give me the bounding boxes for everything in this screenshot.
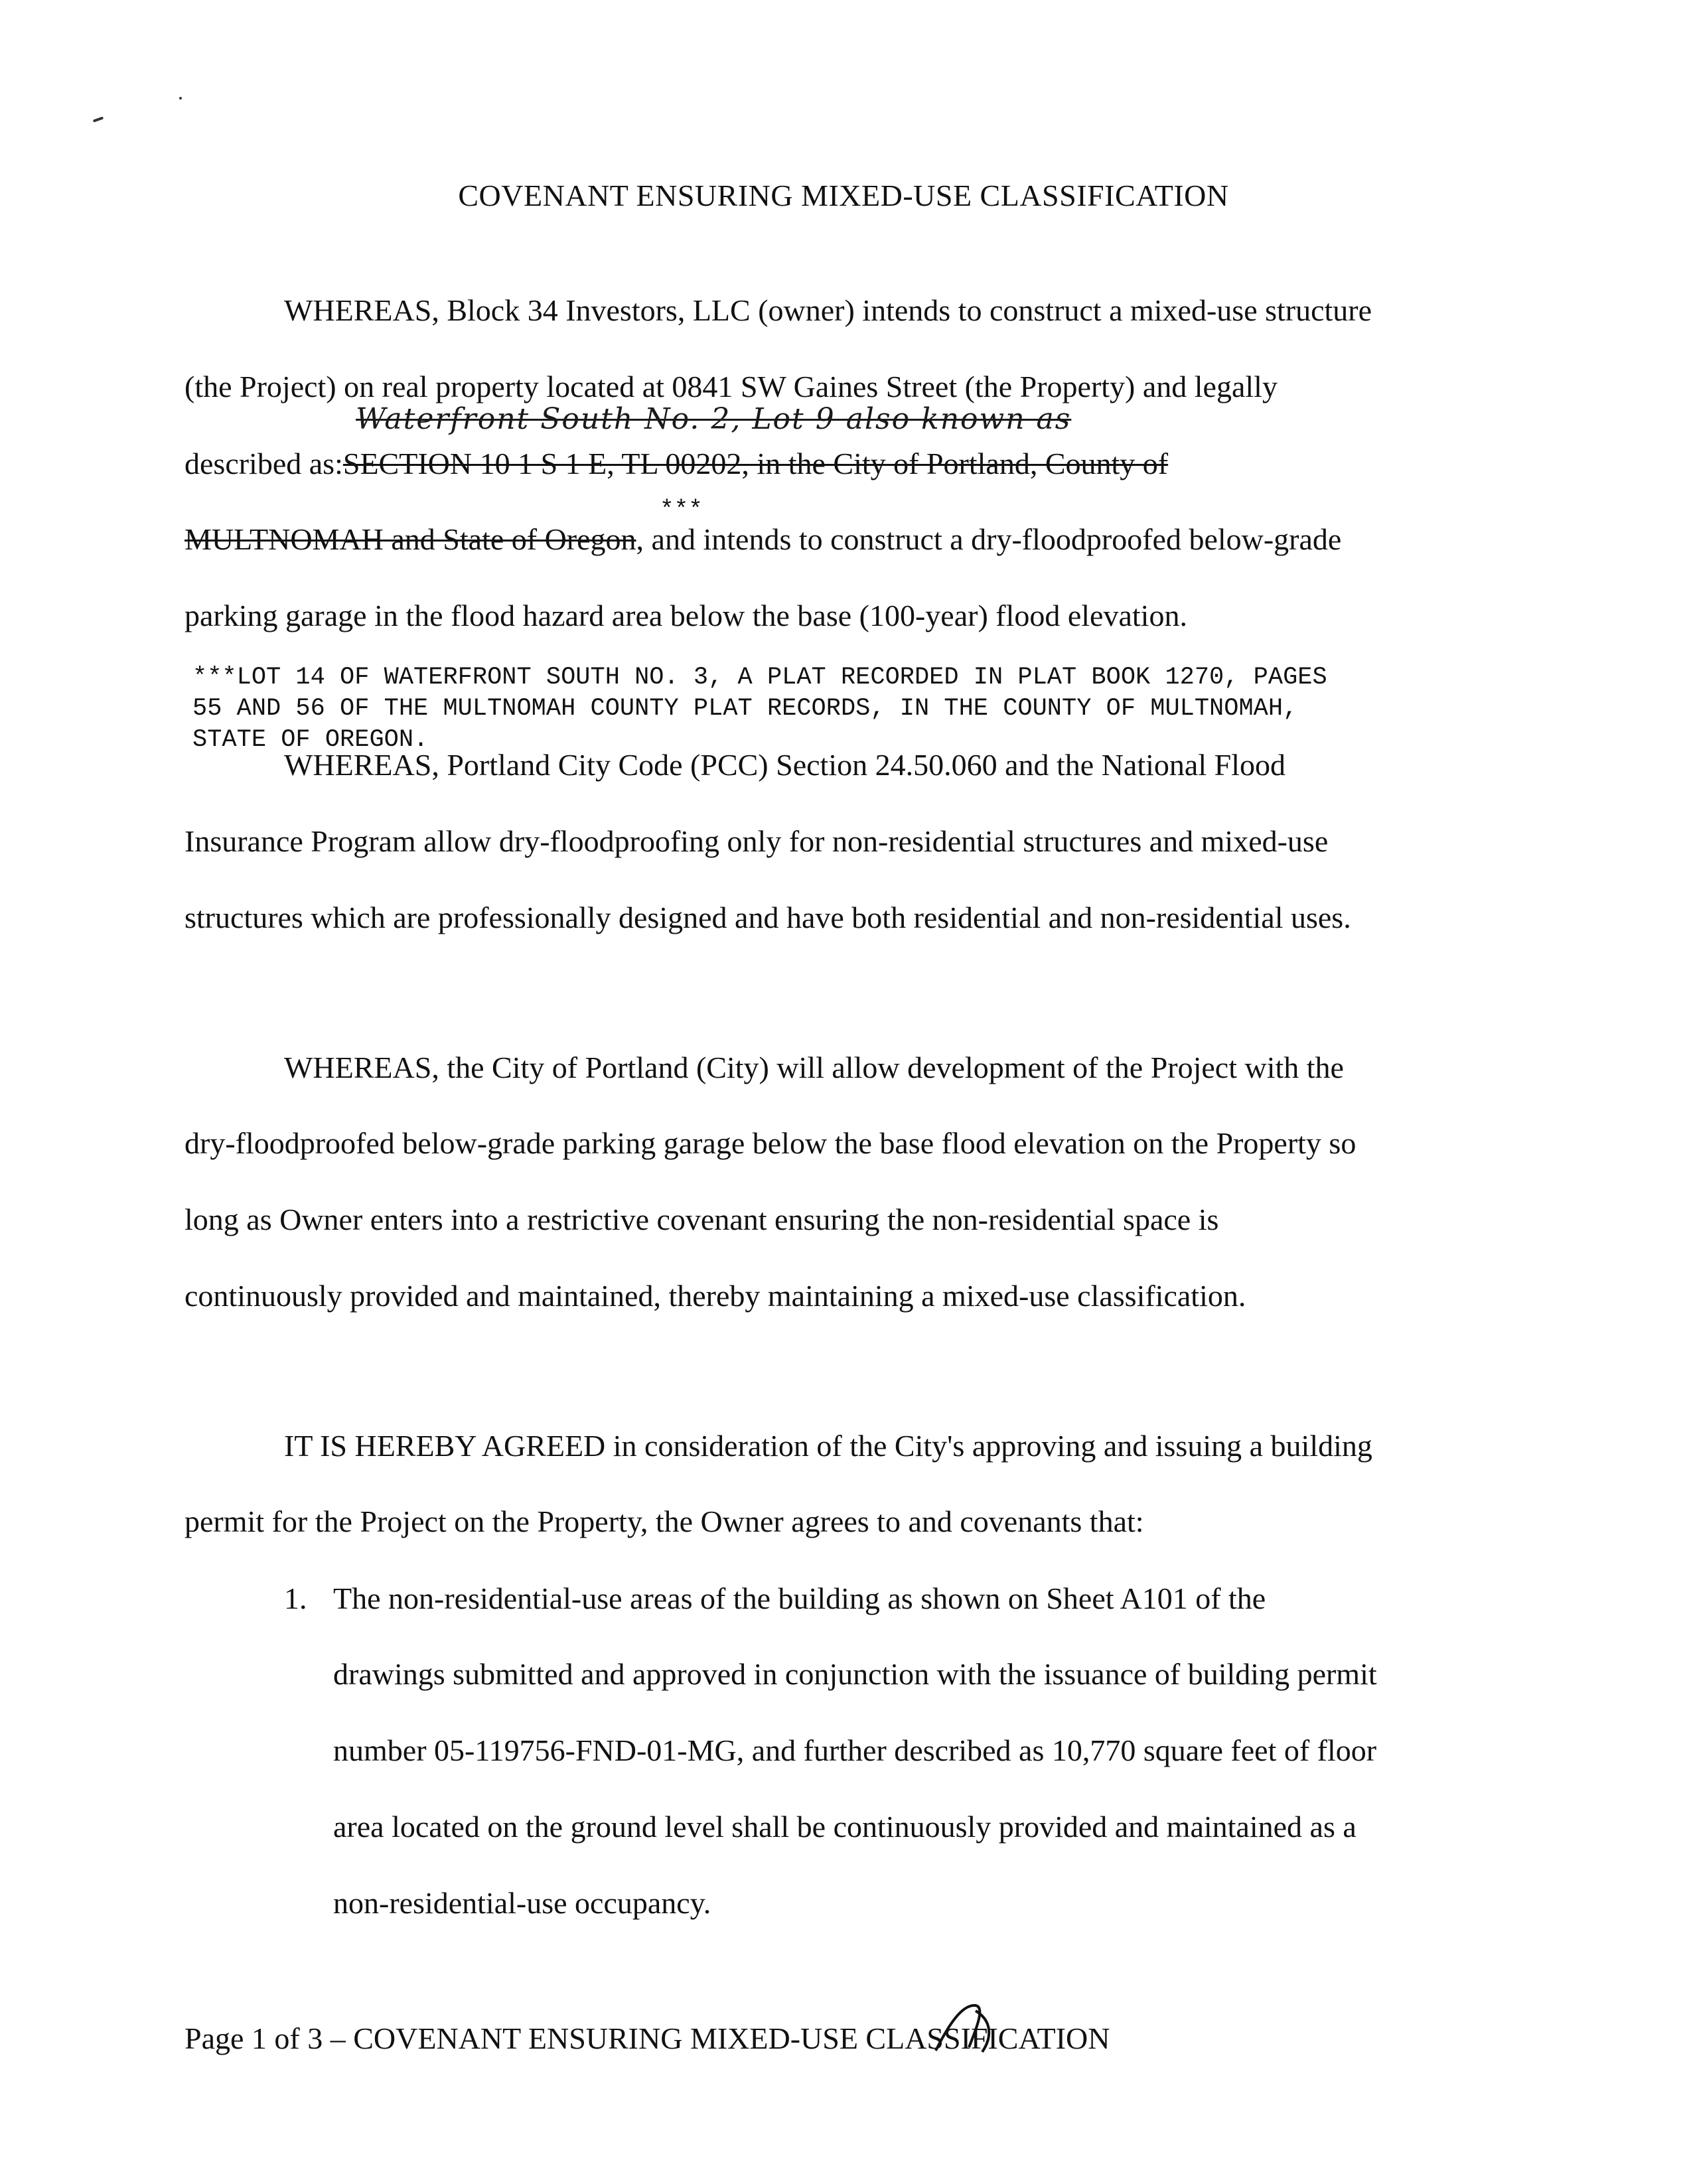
item1-line1: The non-residential-use areas of the building as shown on Sheet A101 of the bbox=[333, 1581, 1266, 1615]
insert-note-line1: ***LOT 14 OF WATERFRONT SOUTH NO. 3, A PLAT RECORDED IN PLAT BOOK 1270, PAGES bbox=[192, 664, 1327, 692]
struck-legal-description: SECTION 10 1 S 1 E, TL 00202, in the City of Portland, County of bbox=[342, 447, 1169, 480]
para3-line2: dry-floodproofed below-grade parking garage below the base flood elevation on the Property so bbox=[184, 1126, 1357, 1160]
para1-line1: WHEREAS, Block 34 Investors, LLC (owner) intends to construct a mixed-use structure bbox=[284, 293, 1372, 327]
para4-line2: permit for the Project on the Property, the Owner agrees to and covenants that: bbox=[184, 1504, 1144, 1538]
para1-line3 bbox=[184, 449, 1168, 479]
described-as-label: described as: bbox=[184, 447, 343, 480]
para3-line4: continuously provided and maintained, thereby maintaining a mixed-use classification. bbox=[184, 1279, 1246, 1313]
para1-line4-rest: , and intends to construct a dry-floodproofed below-grade bbox=[636, 522, 1342, 556]
para4-line1: IT IS HEREBY AGREED in consideration of the City's approving and issuing a building bbox=[284, 1429, 1372, 1463]
page-footer: Page 1 of 3 – COVENANT ENSURING MIXED-USE CLASSIFICATION bbox=[184, 2021, 1110, 2055]
para2-line1: WHEREAS, Portland City Code (PCC) Section 24.50.060 and the National Flood bbox=[284, 748, 1285, 782]
para3-line3: long as Owner enters into a restrictive covenant ensuring the non-residential space is bbox=[184, 1202, 1219, 1236]
footer-correction-mark bbox=[929, 1998, 1002, 2057]
item1-line4: area located on the ground level shall be continuously provided and maintained as a bbox=[333, 1810, 1357, 1844]
para2-line2: Insurance Program allow dry-floodproofing only for non-residential structures and mixed-use bbox=[184, 824, 1329, 858]
struck-county-state: MULTNOMAH and State of Oregon bbox=[184, 522, 636, 556]
item1-line3: number 05-119756-FND-01-MG, and further described as 10,770 square feet of floor bbox=[333, 1733, 1377, 1767]
para3-line1: WHEREAS, the City of Portland (City) will allow development of the Project with the bbox=[284, 1051, 1344, 1084]
item1-line5: non-residential-use occupancy. bbox=[333, 1886, 711, 1920]
para1-line2: (the Project) on real property located at 0841 SW Gaines Street (the Property) and legally bbox=[184, 370, 1278, 403]
document-title: COVENANT ENSURING MIXED-USE CLASSIFICATION bbox=[458, 179, 1229, 212]
para2-line3: structures which are professionally designed and have both residential and non-residential uses. bbox=[184, 901, 1351, 934]
para1-line4 bbox=[184, 524, 1341, 555]
para1-line5: parking garage in the flood hazard area below the base (100-year) flood elevation. bbox=[184, 599, 1187, 632]
scan-speck bbox=[179, 97, 182, 100]
scan-speck bbox=[93, 116, 104, 122]
insert-note-line2: 55 AND 56 OF THE MULTNOMAH COUNTY PLAT RECORDS, IN THE COUNTY OF MULTNOMAH, bbox=[192, 695, 1298, 723]
insert-note-line3: STATE OF OREGON. bbox=[192, 726, 429, 754]
handwritten-insertion: Waterfront South No. 2, Lot 9 also known as bbox=[356, 402, 1072, 436]
insertion-marker: *** bbox=[660, 496, 703, 524]
item1-number: 1. bbox=[284, 1581, 307, 1615]
item1-line2: drawings submitted and approved in conjunction with the issuance of building permit bbox=[333, 1657, 1377, 1691]
